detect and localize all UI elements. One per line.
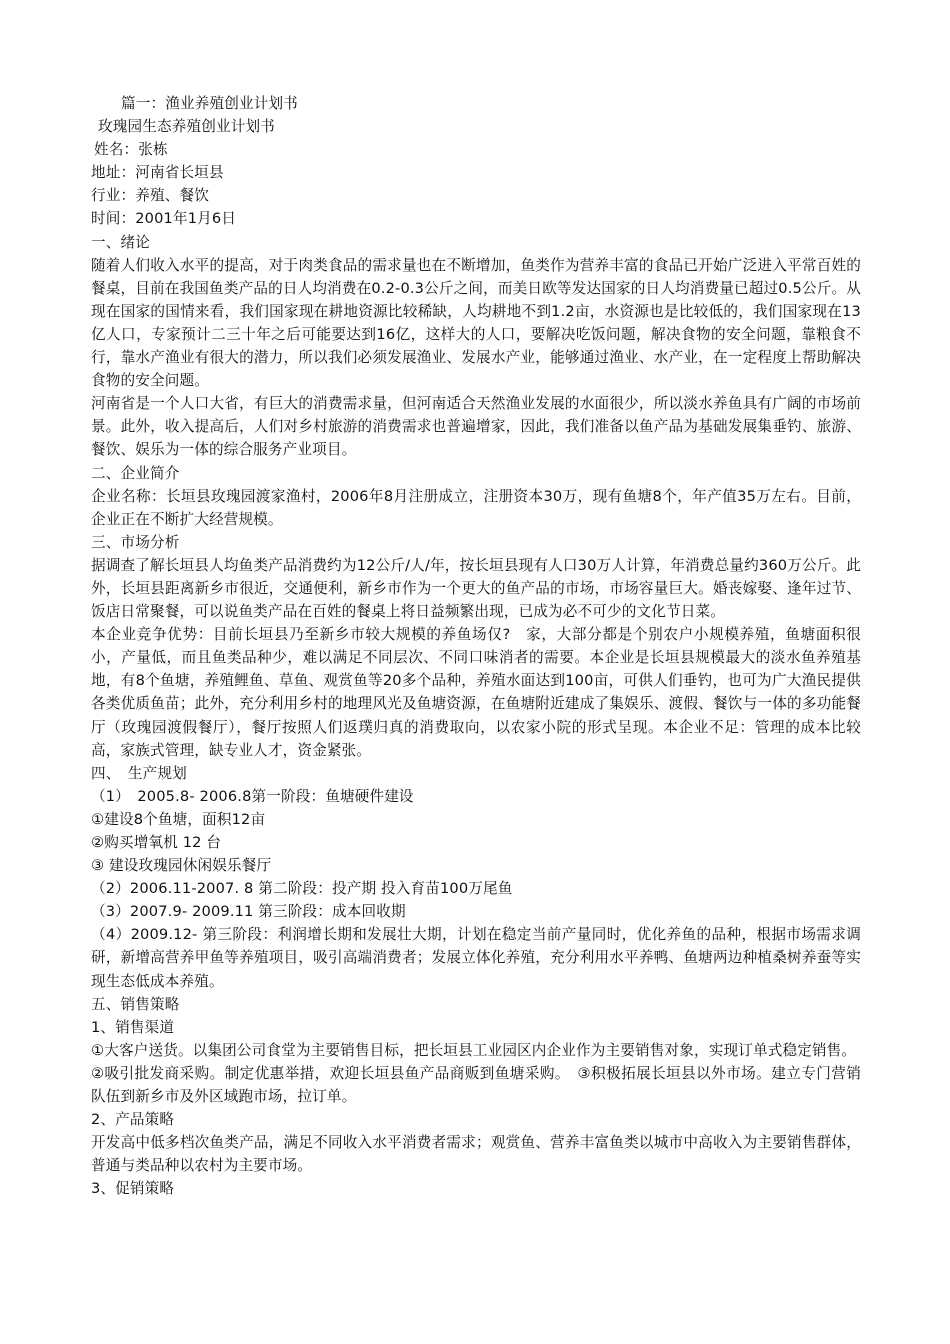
author-line: 姓名：张栋 [94, 141, 168, 159]
industry-line: 行业：养殖、餐饮 [91, 187, 209, 205]
paragraph: ②吸引批发商采购。制定优惠举措，欢迎长垣县鱼产品商贩到鱼塘采购。 ③积极拓展长垣县以外市场。建立专门营销队伍到新乡市及外区域跑市场，拉订单。 [91, 1064, 861, 1106]
list-item: ①建设8个鱼塘，面积12亩 [91, 810, 266, 828]
list-item: ③ 建设玫瑰园休闲娱乐餐厅 [91, 857, 272, 875]
paragraph: 本企业竞争优势：目前长垣县乃至新乡市较大规模的养鱼场仅? 家，大部分都是个别农户小规模养殖，鱼塘面积很小，产量低，而且鱼类品种少，难以满足不同层次、不同口味消者的需要。本企业是长垣县规模最大的淡水鱼养殖基地，有8个鱼塘，养殖鲤鱼、草鱼、观赏鱼等20多个品种，养殖水面达到100亩，可供人们垂钓，也可为广大渔民提供各类优质鱼苗；此外，充分利用乡村的地理风光及鱼塘资源，在鱼塘附近建成了集娱乐、渡假、餐饮与一体的多功能餐厅（玫瑰园渡假餐厅），餐厅按照人们返璞归真的消费取向，以农家小院的形式呈现。本企业不足：管理的成本比较高，家族式管理，缺专业人才，资金紧张。 [91, 626, 861, 759]
list-item: （3）2007.9- 2009.11 第三阶段：成本回收期 [91, 903, 406, 921]
date-line: 时间：2001年1月6日 [91, 210, 237, 228]
paragraph: 随着人们收入水平的提高，对于肉类食品的需求量也在不断增加，鱼类作为营养丰富的食品已开始广泛进入平常百姓的餐桌，目前在我国鱼类产品的日人均消费在0.2-0.3公斤之间，而美日欧等发达国家的日人均消费量已超过0.5公斤。从现在国家的国情来看，我们国家现在耕地资源比较稀缺，人均耕地不到1.2亩，水资源也是比较低的，我们国家现在13亿人口，专家预计二三十年之后可能要达到16亿，这样大的人口，要解决吃饭问题，解决食物的安全问题，靠粮食不行，靠水产渔业有很大的潜力，所以我们必须发展渔业、发展水产业，能够通过渔业、水产业，在一定程度上帮助解决食物的安全问题。 [91, 256, 861, 390]
section-heading-production: 四、 生产规划 [91, 764, 187, 782]
list-item: （1） 2005.8- 2006.8第一阶段：鱼塘硬件建设 [91, 787, 414, 805]
paragraph: 企业名称：长垣县玫瑰园渡家渔村，2006年8月注册成立，注册资本30万，现有鱼塘8个，年产值35万左右。目前，企业正在不断扩大经营规模。 [91, 487, 861, 528]
subheading: 3、促销策略 [91, 1180, 175, 1198]
section-heading-company: 二、企业简介 [91, 464, 180, 482]
section-heading-introduction: 一、绪论 [91, 233, 150, 251]
list-item: （4）2009.12- 第三阶段：利润增长期和发展壮大期，计划在稳定当前产量同时，优化养鱼的品种，根据市场需求调研，新增高营养甲鱼等养殖项目，吸引高端消费者；发展立体化养殖，充分利用水平养鸭、鱼塘两边种植桑树养蚕等实现生态低成本养殖。 [91, 926, 861, 990]
section-heading-sales: 五、销售策略 [91, 995, 180, 1013]
paragraph: 据调查了解长垣县人均鱼类产品消费约为12公斤/人/年，按长垣县现有人口30万人计算，年消费总量约360万公斤。此外，长垣县距离新乡市很近，交通便利，新乡市作为一个更大的鱼产品的市场，市场容量巨大。婚丧嫁娶、逢年过节、饭店日常聚餐，可以说鱼类产品在百姓的餐桌上将日益频繁出现，已成为必不可少的文化节日菜。 [91, 556, 861, 621]
paragraph: 河南省是一个人口大省，有巨大的消费需求量，但河南适合天然渔业发展的水面很少，所以淡水养鱼具有广阔的市场前景。此外，收入提高后，人们对乡村旅游的消费需求也普遍增家，因此，我们准备以鱼产品为基础发展集垂钓、旅游、餐饮、娱乐为一体的综合服务产业项目。 [91, 395, 861, 459]
document-subtitle: 玫瑰园生态养殖创业计划书 [98, 118, 275, 136]
list-item: ②购买增氧机 12 台 [91, 834, 222, 851]
subheading: 1、销售渠道 [91, 1018, 175, 1036]
document-body [91, 92, 861, 1201]
subheading: 2、产品策略 [91, 1111, 175, 1129]
list-item: （2）2006.11-2007. 8 第二阶段：投产期 投入育苗100万尾鱼 [91, 880, 513, 898]
address-line: 地址：河南省长垣县 [91, 164, 224, 182]
document-title: 篇一：渔业养殖创业计划书 [121, 95, 298, 112]
paragraph: ①大客户送货。以集团公司食堂为主要销售目标，把长垣县工业园区内企业作为主要销售对象，实现订单式稳定销售。 [91, 1041, 857, 1059]
paragraph: 开发高中低多档次鱼类产品，满足不同收入水平消费者需求；观赏鱼、营养丰富鱼类以城市中高收入为主要销售群体，普通与类品种以农村为主要市场。 [91, 1134, 861, 1175]
section-heading-market: 三、市场分析 [91, 533, 180, 551]
